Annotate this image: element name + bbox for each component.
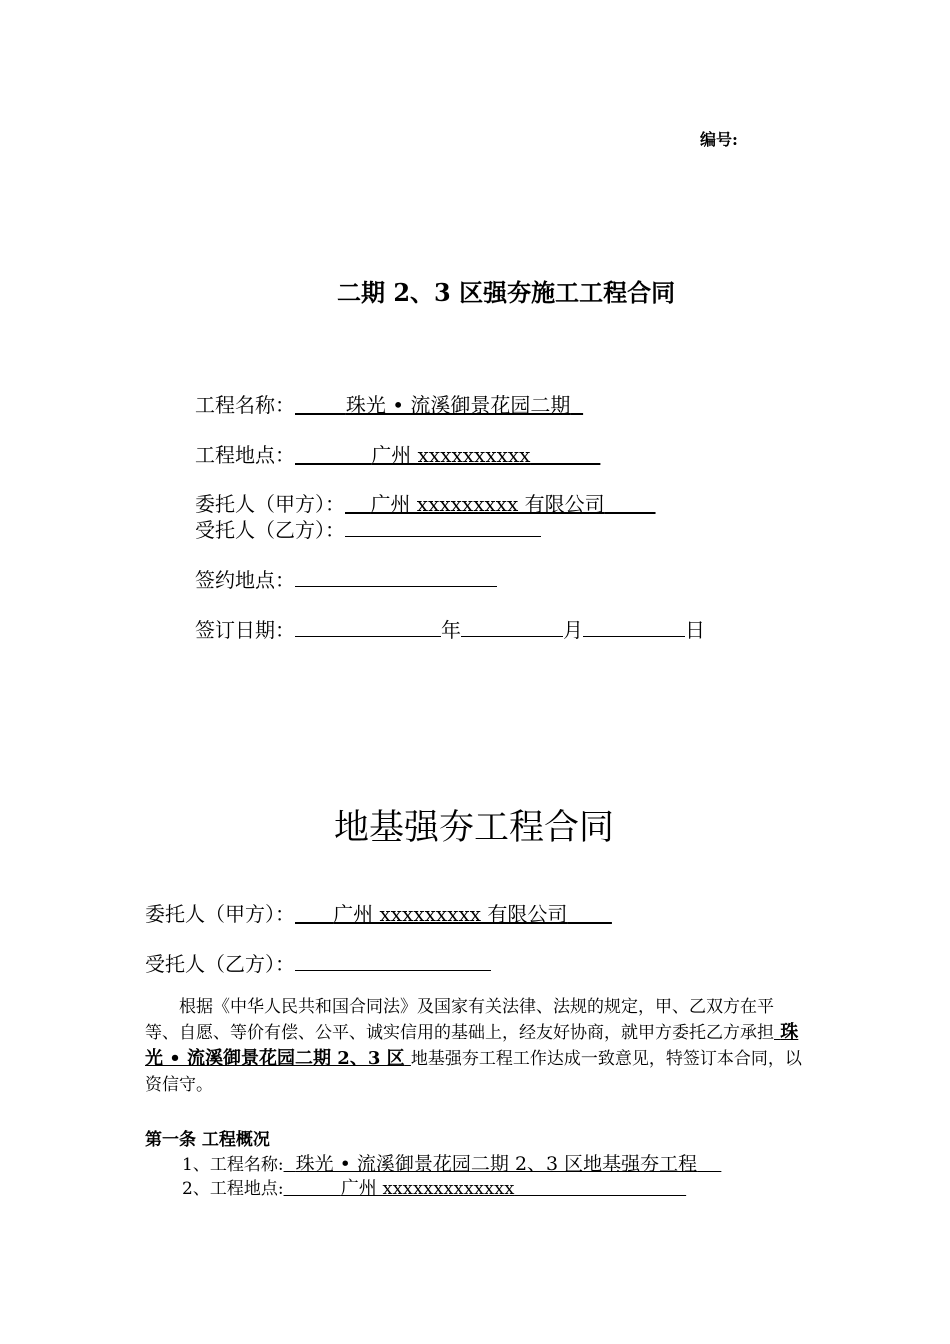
- cover-project-name-label: 工程名称：: [195, 393, 295, 417]
- intro-project-text: 珠光 • 流溪御景花园二期 2、3 区: [145, 1022, 799, 1069]
- cover-sign-place-row: [195, 564, 497, 593]
- contract-party-a-label: 委托人（甲方）：: [145, 902, 295, 926]
- article-1-title: 第一条 工程概况: [145, 1130, 270, 1150]
- item-1-value: [284, 1153, 722, 1175]
- item-2-text: 广州 xxxxxxxxxxxxx: [340, 1178, 515, 1199]
- cover-party-b-blank: [345, 518, 541, 537]
- cover-party-a-row: [195, 488, 656, 517]
- cover-sign-place-blank: [295, 568, 497, 587]
- contract-party-a-value: [295, 902, 612, 926]
- article-1-item-2: [182, 1174, 686, 1200]
- cover-project-site-row: [195, 439, 600, 468]
- cover-day-label: 日: [685, 618, 705, 642]
- cover-year-blank: [295, 618, 441, 637]
- cover-project-name-text: 珠光 • 流溪御景花园二期: [345, 393, 571, 417]
- cover-party-a-text: 广州 xxxxxxxxx 有限公司: [370, 492, 605, 516]
- cover-year-label: 年: [441, 618, 461, 642]
- cover-day-blank: [583, 618, 685, 637]
- contract-party-b-label: 受托人（乙方）：: [145, 952, 295, 976]
- cover-title: 二期 2、3 区强夯施工工程合同: [337, 278, 676, 307]
- item-1-label: 1、工程名称:: [182, 1155, 284, 1175]
- contract-party-b-row: [145, 948, 491, 977]
- cover-project-name-row: [195, 389, 583, 418]
- item-2-value: [284, 1178, 687, 1199]
- contract-party-a-row: [145, 898, 612, 927]
- cover-sign-date-label: 签订日期：: [195, 618, 295, 642]
- intro-text-1: 根据《中华人民共和国合同法》及国家有关法律、法规的规定，甲、乙双方在平等、自愿、等价有偿、公平、诚实信用的基础上，经友好协商，就甲方委托乙方承担: [145, 997, 774, 1043]
- cover-sign-place-label: 签约地点：: [195, 568, 295, 592]
- contract-intro-paragraph: [145, 994, 805, 1098]
- contract-party-a-text: 广州 xxxxxxxxx 有限公司: [333, 902, 568, 926]
- cover-project-site-text: 广州 xxxxxxxxxx: [371, 443, 531, 467]
- cover-project-name-value: [295, 393, 583, 417]
- cover-month-blank: [461, 618, 563, 637]
- cover-project-site-label: 工程地点：: [195, 443, 295, 467]
- contract-title: 地基强夯工程合同: [334, 808, 615, 848]
- cover-sign-date-row: [195, 614, 705, 643]
- cover-party-a-label: 委托人（甲方）：: [195, 492, 345, 516]
- cover-project-site-value: [295, 443, 600, 467]
- cover-party-b-label: 受托人（乙方）：: [195, 518, 345, 542]
- cover-party-b-row: [195, 514, 541, 543]
- item-2-label: 2、工程地点:: [182, 1179, 284, 1199]
- serial-number-label: 编号:: [700, 130, 738, 149]
- item-1-text: 珠光 • 流溪御景花园二期 2、3 区地基强夯工程: [295, 1153, 698, 1175]
- intro-text-2: 地基强夯工程工作达成一致意见，特签订本合同，以资信守。: [145, 1049, 802, 1095]
- cover-month-label: 月: [563, 618, 583, 642]
- article-1-item-1: [182, 1149, 721, 1176]
- contract-party-b-blank: [295, 952, 491, 971]
- cover-party-a-value: [345, 492, 656, 516]
